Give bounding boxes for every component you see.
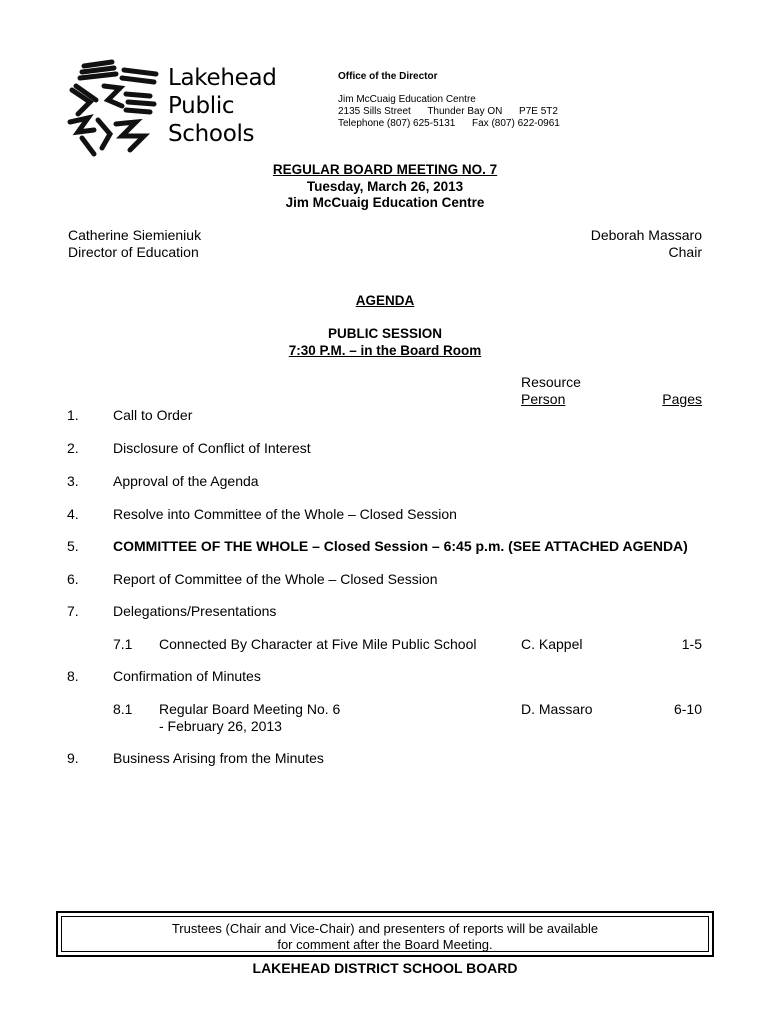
meeting-heading bbox=[0, 162, 770, 212]
subitem-text-block bbox=[159, 701, 340, 735]
office-city: Thunder Bay ON bbox=[427, 106, 503, 117]
agenda-title: AGENDA bbox=[355, 293, 415, 308]
resource-header-label: Resource bbox=[521, 374, 581, 390]
item-number: 7. bbox=[67, 603, 79, 619]
item-number: 5. bbox=[67, 538, 79, 554]
meeting-title: REGULAR BOARD MEETING NO. 7 bbox=[272, 162, 498, 177]
director-block bbox=[68, 227, 201, 261]
item-number: 1. bbox=[67, 407, 79, 423]
board-name-footer: LAKEHEAD DISTRICT SCHOOL BOARD bbox=[252, 960, 518, 976]
item-number: 4. bbox=[67, 506, 79, 522]
director-name: Catherine Siemieniuk bbox=[68, 227, 202, 243]
office-title: Office of the Director bbox=[338, 71, 438, 82]
notice-box bbox=[56, 911, 714, 957]
subitem-text-date: - February 26, 2013 bbox=[159, 718, 282, 734]
office-address-block bbox=[338, 71, 560, 130]
office-phone-row bbox=[338, 118, 560, 130]
logo-wordmark bbox=[168, 64, 277, 148]
office-phone: Telephone (807) 625-5131 bbox=[338, 118, 456, 129]
chair-name: Deborah Massaro bbox=[590, 227, 702, 243]
person-header-label: Person bbox=[521, 391, 566, 407]
chair-role: Chair bbox=[668, 244, 702, 260]
item-text: Approval of the Agenda bbox=[113, 473, 259, 489]
pages-header-label: Pages bbox=[662, 391, 702, 407]
subitem-pages: 6-10 bbox=[673, 701, 702, 717]
item-number: 9. bbox=[67, 750, 79, 766]
chair-block bbox=[591, 227, 702, 261]
item-number: 2. bbox=[67, 440, 79, 456]
subitem-text: Regular Board Meeting No. 6 bbox=[159, 701, 341, 717]
session-title: PUBLIC SESSION bbox=[327, 326, 443, 341]
item-number: 6. bbox=[67, 571, 79, 587]
item-text: Delegations/Presentations bbox=[113, 603, 277, 619]
session-time: 7:30 P.M. – in the Board Room bbox=[288, 343, 482, 358]
session-heading bbox=[0, 325, 770, 359]
notice-line-1: Trustees (Chair and Vice-Chair) and presenters of reports will be available bbox=[171, 921, 599, 936]
office-street: 2135 Sills Street bbox=[338, 106, 411, 117]
subitem-person: C. Kappel bbox=[521, 636, 583, 652]
logo-line-3: Schools bbox=[168, 121, 255, 147]
subitem-number: 8.1 bbox=[113, 701, 133, 717]
subitem-person: D. Massaro bbox=[521, 701, 593, 717]
item-number: 8. bbox=[67, 668, 79, 684]
logo-line-1: Lakehead bbox=[168, 65, 277, 91]
resource-person-header bbox=[521, 374, 581, 408]
office-street-row bbox=[338, 106, 560, 118]
item-text: COMMITTEE OF THE WHOLE – Closed Session – 6:45 p.m. (SEE ATTACHED AGENDA) bbox=[113, 538, 688, 554]
meeting-location: Jim McCuaig Education Centre bbox=[285, 195, 485, 210]
notice-inner-border bbox=[61, 916, 709, 952]
logo-line-2: Public bbox=[168, 93, 235, 119]
office-postal: P7E 5T2 bbox=[519, 106, 558, 117]
office-building: Jim McCuaig Education Centre bbox=[338, 94, 476, 105]
director-role: Director of Education bbox=[68, 244, 199, 260]
item-text: Resolve into Committee of the Whole – Closed Session bbox=[113, 506, 457, 522]
item-number: 3. bbox=[67, 473, 79, 489]
item-text: Confirmation of Minutes bbox=[113, 668, 261, 684]
item-text: Disclosure of Conflict of Interest bbox=[113, 440, 311, 456]
school-logo-mark-icon bbox=[64, 58, 164, 158]
subitem-number: 7.1 bbox=[113, 636, 133, 652]
meeting-date: Tuesday, March 26, 2013 bbox=[306, 178, 464, 194]
office-fax: Fax (807) 622-0961 bbox=[472, 118, 560, 129]
notice-line-2: for comment after the Board Meeting. bbox=[277, 937, 493, 952]
item-text: Call to Order bbox=[113, 407, 193, 423]
subitem-text: Connected By Character at Five Mile Public School bbox=[159, 636, 477, 652]
item-text: Report of Committee of the Whole – Closed Session bbox=[113, 571, 438, 587]
subitem-pages: 1-5 bbox=[681, 636, 702, 652]
item-text: Business Arising from the Minutes bbox=[113, 750, 324, 766]
